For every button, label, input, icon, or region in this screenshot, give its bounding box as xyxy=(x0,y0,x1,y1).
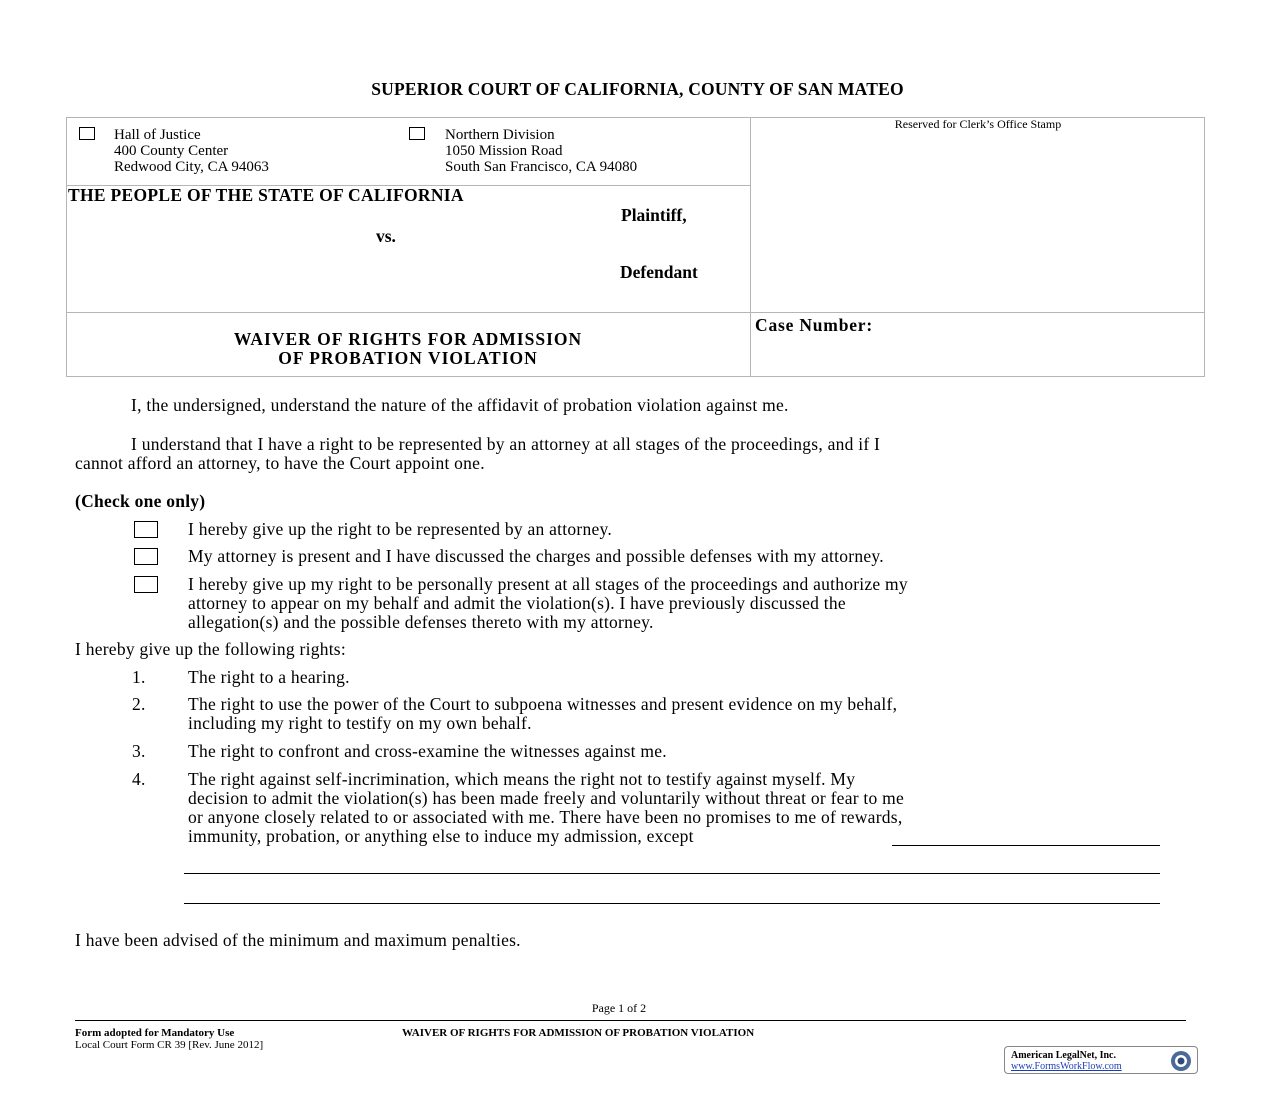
form-number: Local Court Form CR 39 [Rev. June 2012] xyxy=(75,1039,264,1051)
right-number-1: 1. xyxy=(132,667,146,687)
waive-presence-line2: attorney to appear on my behalf and admit the violation(s). I have previously discussed the xyxy=(188,593,846,613)
right-subpoena-line1: The right to use the power of the Court to subpoena witnesses and present evidence on my behalf, xyxy=(188,694,898,714)
caption-box-bottom xyxy=(66,376,1205,377)
right-number-4: 4. xyxy=(132,769,146,789)
vendor-badge[interactable] xyxy=(1004,1046,1198,1074)
hall-of-justice-checkbox[interactable] xyxy=(79,127,95,140)
attorney-present-checkbox[interactable] xyxy=(134,548,158,565)
footer-rule xyxy=(75,1020,1186,1021)
plaintiff-label: Plaintiff, xyxy=(621,205,687,225)
caption-box-right xyxy=(1204,117,1205,377)
attorney-present-text: My attorney is present and I have discussed the charges and possible defenses with my attorney. xyxy=(188,546,884,566)
penalties-statement: I have been advised of the minimum and maximum penalties. xyxy=(75,930,521,950)
waive-presence-line3: allegation(s) and the possible defenses thereto with my attorney. xyxy=(188,612,654,632)
location-name: Northern Division xyxy=(445,127,555,143)
form-title xyxy=(66,330,750,368)
vendor-logo-icon xyxy=(1169,1049,1193,1073)
paragraph-affidavit: I, the undersigned, understand the nature of the affidavit of probation violation against me. xyxy=(131,395,789,415)
form-adopted-label: Form adopted for Mandatory Use xyxy=(75,1027,235,1039)
right-self-incrimination-line1: The right against self-incrimination, which means the right not to testify against myself. My xyxy=(188,769,856,789)
people-of-california: THE PEOPLE OF THE STATE OF CALIFORNIA xyxy=(68,185,464,205)
except-blank-line[interactable] xyxy=(892,845,1160,846)
waive-presence-line1: I hereby give up my right to be personally present at all stages of the proceedings and authorize my xyxy=(188,574,908,594)
paragraph-attorney-line1: I understand that I have a right to be represented by an attorney at all stages of the proceedings, and if I xyxy=(131,434,881,454)
caption-box-divider xyxy=(750,117,751,377)
right-subpoena xyxy=(188,695,897,733)
clerk-stamp-label: Reserved for Clerk’s Office Stamp xyxy=(894,117,1062,131)
waive-attorney-text: I hereby give up the right to be represented by an attorney. xyxy=(188,519,612,539)
waive-presence-checkbox[interactable] xyxy=(134,576,158,593)
paragraph-attorney-line2: cannot afford an attorney, to have the Court appoint one. xyxy=(75,453,485,473)
form-title-line2: OF PROBATION VIOLATION xyxy=(278,348,538,368)
northern-division-checkbox[interactable] xyxy=(409,127,425,140)
right-self-incrimination-line2: decision to admit the violation(s) has been made freely and voluntarily without threat or fear to me xyxy=(188,788,905,808)
location-city: Redwood City, CA 94063 xyxy=(114,159,269,175)
northern-division-address xyxy=(445,127,637,175)
form-title-line1: WAIVER OF RIGHTS FOR ADMISSION xyxy=(233,329,583,349)
give-up-rights-intro: I hereby give up the following rights: xyxy=(75,639,346,659)
waive-attorney-checkbox[interactable] xyxy=(134,521,158,538)
right-subpoena-line2: including my right to testify on my own behalf. xyxy=(188,713,532,733)
waive-presence-text xyxy=(188,575,908,632)
hall-of-justice-address xyxy=(114,127,269,175)
page-number: Page 1 of 2 xyxy=(591,1001,647,1015)
check-one-label: (Check one only) xyxy=(75,491,206,511)
except-blank-line-2[interactable] xyxy=(184,873,1160,874)
location-street: 400 County Center xyxy=(114,143,229,159)
right-number-2: 2. xyxy=(132,694,146,714)
vs-label: vs. xyxy=(376,226,396,246)
vendor-url[interactable]: www.FormsWorkFlow.com xyxy=(1011,1061,1122,1072)
party-divider xyxy=(66,312,1205,313)
defendant-label: Defendant xyxy=(620,262,698,282)
right-number-3: 3. xyxy=(132,741,146,761)
except-blank-line-3[interactable] xyxy=(184,903,1160,904)
right-confront: The right to confront and cross-examine the witnesses against me. xyxy=(188,741,667,761)
right-hearing: The right to a hearing. xyxy=(188,667,350,687)
case-number-label: Case Number: xyxy=(755,315,873,335)
right-self-incrimination-line4: immunity, probation, or anything else to induce my admission, except xyxy=(188,826,694,846)
location-street: 1050 Mission Road xyxy=(445,143,563,159)
case-number-field[interactable] xyxy=(920,314,1200,372)
right-self-incrimination xyxy=(188,770,904,846)
footer-form-title: WAIVER OF RIGHTS FOR ADMISSION OF PROBATION VIOLATION xyxy=(402,1027,755,1039)
location-city: South San Francisco, CA 94080 xyxy=(445,159,638,175)
court-title: SUPERIOR COURT OF CALIFORNIA, COUNTY OF SAN MATEO xyxy=(371,79,904,99)
right-self-incrimination-line3: or anyone closely related to or associated with me. There have been no promises to me of rewards, xyxy=(188,807,903,827)
location-name: Hall of Justice xyxy=(114,127,201,143)
vendor-name: American LegalNet, Inc. xyxy=(1011,1050,1116,1061)
